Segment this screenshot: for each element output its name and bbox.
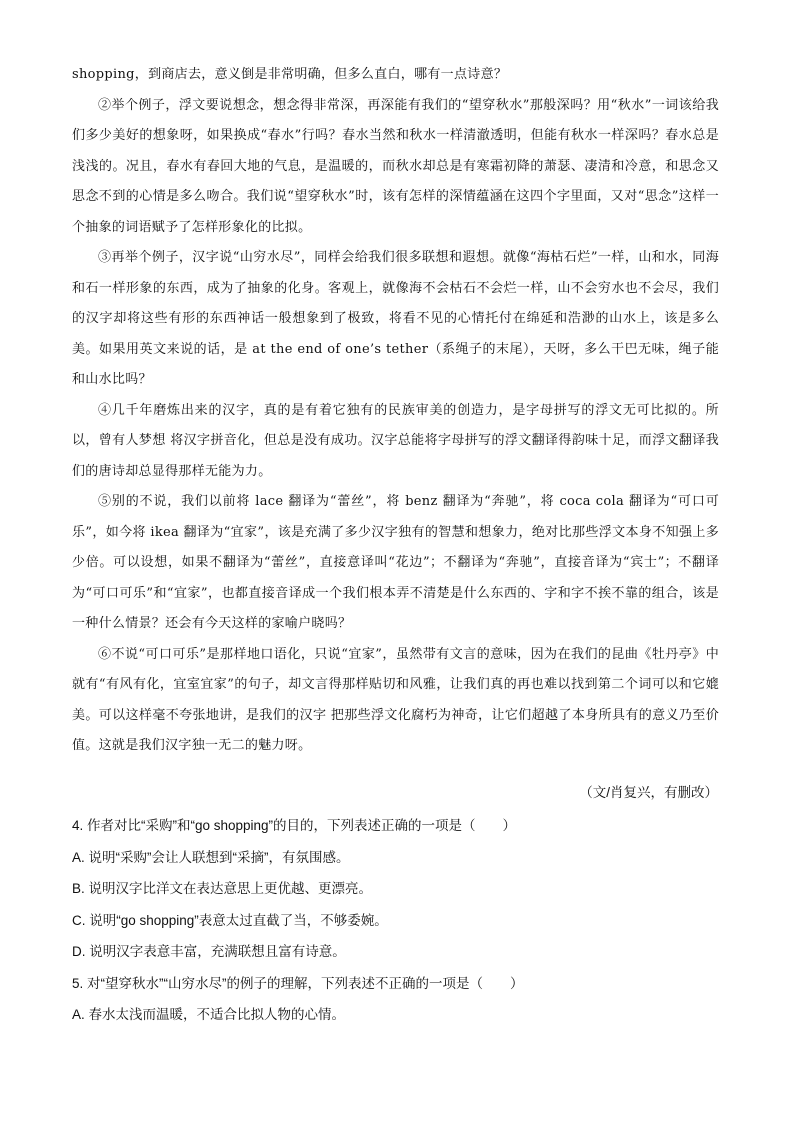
passage-paragraph-4: ④几千年磨炼出来的汉字，真的是有着它独有的民族审美的创造力，是字母拼写的浮文无可比拟的。所以，曾有人梦想 将汉字拼音化，但总是没有成功。汉字总能将字母拼写的浮文翻译得韵味十足，而浮文翻译我们的唐诗却总显得那样无能为力。 — [72, 402, 719, 479]
question-section — [72, 810, 732, 1031]
passage-paragraph-1: shopping，到商店去，意义倒是非常明确，但多么直白，哪有一点诗意？ — [72, 67, 508, 82]
question-4-option-a: A. 说明“采购”会让人联想到“采摘”，有氛围感。 — [72, 849, 350, 865]
question-4-option-b: B. 说明汉字比洋文在表达意思上更优越、更漂亮。 — [72, 881, 373, 896]
reading-passage — [72, 60, 719, 762]
passage-source: （文/肖复兴，有删改） — [579, 785, 718, 800]
question-4-option-c: C. 说明“go shopping”表意太过直截了当，不够委婉。 — [72, 912, 388, 928]
passage-paragraph-6: ⑥不说“可口可乐”是那样地口语化，只说“宜家”，虽然带有文言的意味，因为在我们的昆曲《牡丹亭》中就有“有风有化，宜室宜家”的句子，却文言得那样贴切和风雅，让我们真的再也难以找到第二个词可以和它媲美。可以这样毫不夸张地讲，是我们的汉字 把那些浮文化腐朽为神奇，让它们超越了本身所具有的意义乃至价值。这就是我们汉字独一无二的魅力呀。 — [72, 646, 719, 753]
passage-paragraph-5: ⑤别的不说，我们以前将 lace 翻译为“蕾丝”，将 benz 翻译为“奔驰”，将 coca cola 翻译为“可口可乐”，如今将 ikea 翻译为“宜家”，该是充满了多少汉字独有的智慧和想象力，绝对比那些浮文本身不知强上多少倍。可以设想，如果不翻译为“蕾丝”，直接意译叫“花边”；不翻译为“奔驰”，直接音译为“宾士”；不翻译为“可口可乐”和“宜家”，也都直接音译成一个我们根本弄不清楚是什么东西的、字和字不挨不靠的组合，该是一种什么情景？还会有今天这样的家喻户晓吗？ — [72, 494, 719, 631]
question-5-option-a: A. 春水太浅而温暖，不适合比拟人物的心情。 — [72, 1007, 346, 1022]
passage-paragraph-3: ③再举个例子，汉字说“山穷水尽”，同样会给我们很多联想和遐想。就像“海枯石烂”一样，山和水，同海和石一样形象的东西，成为了抽象的化身。客观上，就像海不会枯石不会烂一样，山不会穷水也不会尽，我们的汉字却将这些有形的东西神话一般想象到了极致，将看不见的心情托付在绵延和浩渺的山水上，该是多么美。如果用英文来说的话，是 at the end of one’s tether（系绳子的末尾），天呀，多么干巴无味，绳子能和山水比吗？ — [72, 250, 719, 387]
question-5-stem: 5. 对“望穿秋水”“山穷水尽”的例子的理解，下列表述不正确的一项是（ ） — [72, 975, 524, 991]
question-4-option-d: D. 说明汉字表意丰富，充满联想且富有诗意。 — [72, 944, 346, 959]
passage-paragraph-2: ②举个例子，浮文要说想念，想念得非常深，再深能有我们的“望穿秋水”那般深吗？用“秋水”一词该给我们多少美好的想象呀，如果换成“春水”行吗？春水当然和秋水一样清澈透明，但能有秋水一样深吗？春水总是浅浅的。况且，春水有春回大地的气息，是温暖的，而秋水却总是有寒霜初降的萧瑟、凄清和冷意，和思念又思念不到的心情是多么吻合。我们说“望穿秋水”时，该有怎样的深情蕴涵在这四个字里面，又对“思念”这样一个抽象的词语赋予了怎样形象化的比拟。 — [72, 97, 719, 235]
question-4-stem: 4. 作者对比“采购”和“go shopping”的目的，下列表述正确的一项是（ ） — [72, 818, 517, 833]
